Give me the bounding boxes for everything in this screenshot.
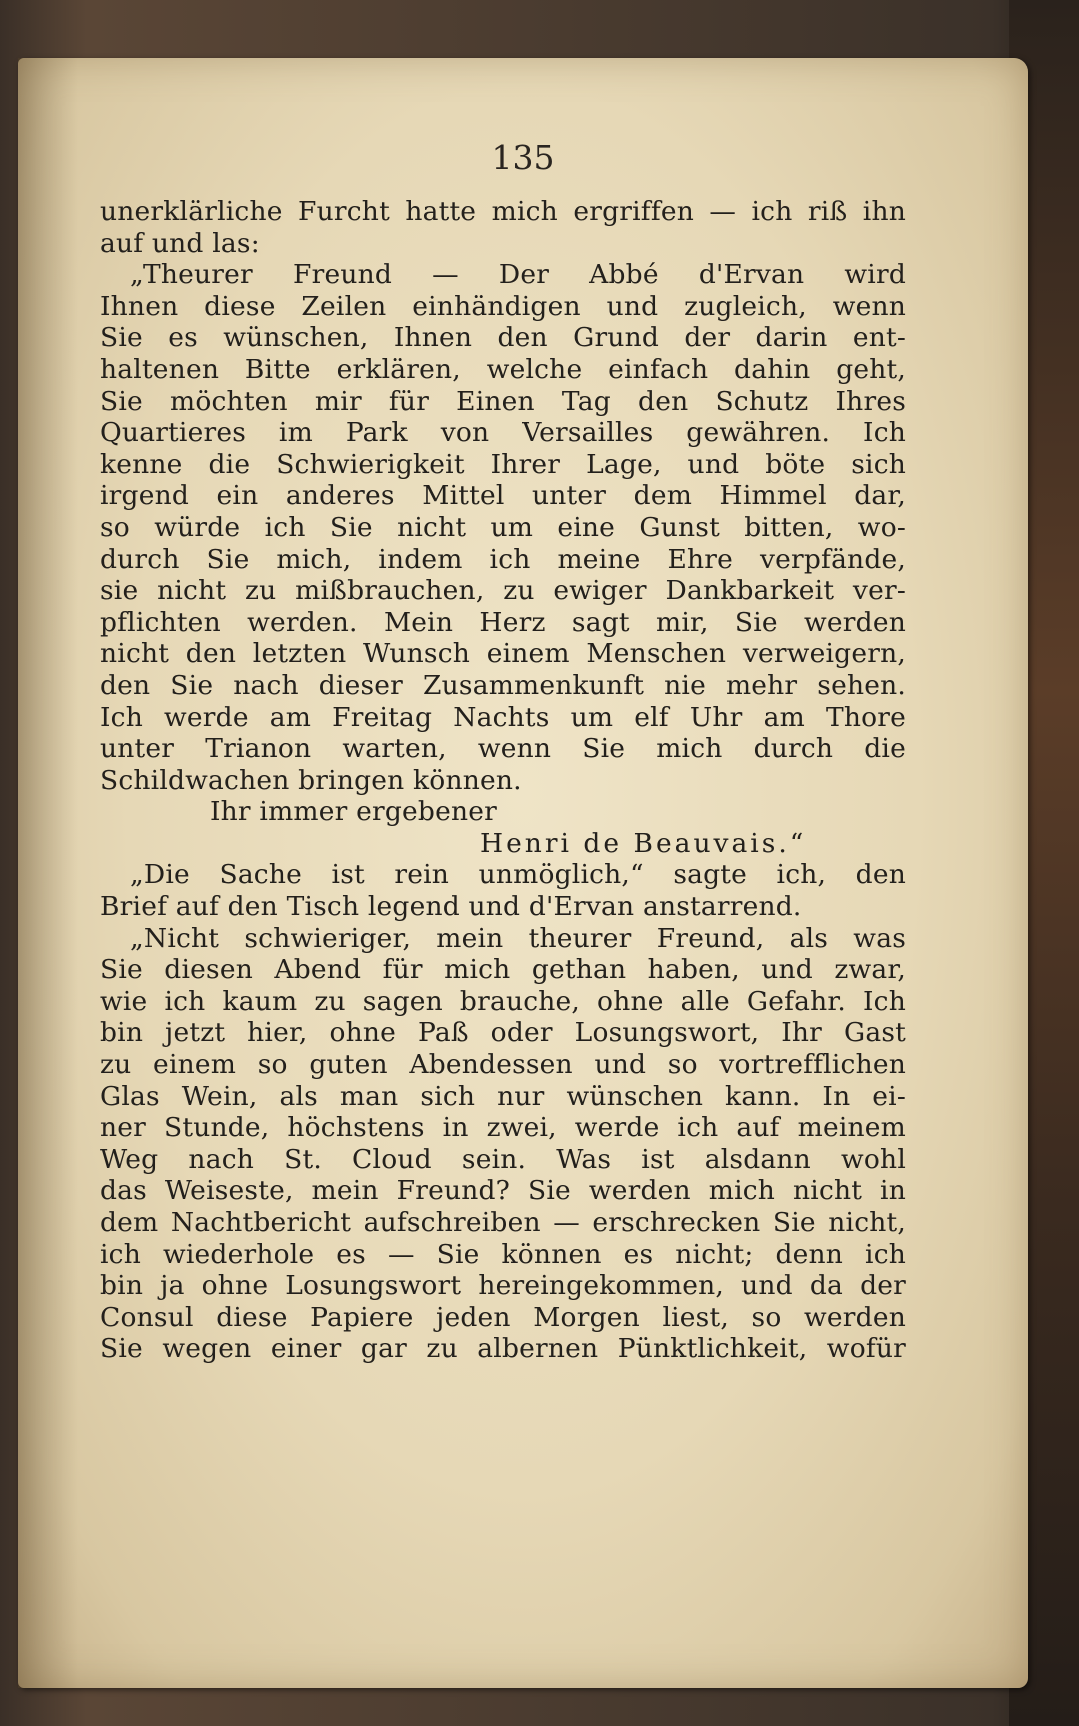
text-line: pflichten werden. Mein Herz sagt mir, Sie werden: [100, 606, 906, 638]
text-line: haltenen Bitte erklären, welche einfach dahin geht,: [100, 353, 906, 385]
text-line: „Theurer Freund — Der Abbé d'Ervan wird: [130, 259, 906, 291]
text-line: den Sie nach dieser Zusammenkunft nie mehr sehen.: [100, 669, 906, 701]
text-line: Glas Wein, als man sich nur wünschen kann. In ei-: [100, 1080, 906, 1112]
text-line: unerklärliche Furcht hatte mich ergriffen — ich riß ihn: [100, 196, 906, 227]
text-line: auf und las:: [100, 227, 260, 259]
text-line: „Die Sache ist rein unmöglich,“ sagte ich, den: [130, 859, 906, 891]
text-line: Quartieres im Park von Versailles gewähren. Ich: [100, 417, 906, 449]
text-line: ner Stunde, höchstens in zwei, werde ich auf meinem: [100, 1112, 906, 1144]
book-page: [18, 58, 1028, 1688]
text-line: zu einem so guten Abendessen und so vortrefflichen: [100, 1049, 906, 1081]
text-line: bin ja ohne Losungswort hereingekommen, und da der: [100, 1270, 906, 1302]
page-number: 135: [491, 138, 555, 177]
text-line: kenne die Schwierigkeit Ihrer Lage, und böte sich: [100, 448, 906, 480]
page-text-block: [100, 196, 906, 1365]
text-line: Brief auf den Tisch legend und d'Ervan anstarrend.: [100, 891, 802, 923]
text-line: wie ich kaum zu sagen brauche, ohne alle Gefahr. Ich: [100, 985, 906, 1017]
text-line: dem Nachtbericht aufschreiben — erschrecken Sie nicht,: [100, 1207, 906, 1238]
text-line: irgend ein anderes Mittel unter dem Himmel dar,: [100, 480, 906, 512]
text-line: sie nicht zu mißbrauchen, zu ewiger Dankbarkeit ver-: [100, 575, 906, 607]
text-line: unter Trianon warten, wenn Sie mich durch die: [100, 733, 906, 765]
page-gutter-shadow: [18, 58, 78, 1688]
text-line: Sie möchten mir für Einen Tag den Schutz Ihres: [100, 385, 906, 417]
text-line: Ihnen diese Zeilen einhändigen und zugleich, wenn: [100, 290, 906, 322]
text-line: ich wiederhole es — Sie können es nicht; denn ich: [100, 1238, 906, 1270]
text-line: Sie wegen einer gar zu albernen Pünktlichkeit, wofür: [100, 1333, 906, 1365]
text-line: nicht den letzten Wunsch einem Menschen verweigern,: [100, 638, 906, 670]
text-line: Ihr immer ergebener: [210, 796, 497, 828]
text-line: Ich werde am Freitag Nachts um elf Uhr am Thore: [100, 701, 906, 733]
text-line: Weg nach St. Cloud sein. Was ist alsdann wohl: [100, 1143, 906, 1175]
text-line: durch Sie mich, indem ich meine Ehre verpfände,: [100, 543, 906, 575]
text-line: bin jetzt hier, ohne Paß oder Losungswort, Ihr Gast: [100, 1017, 906, 1049]
text-line: das Weiseste, mein Freund? Sie werden mich nicht in: [100, 1175, 906, 1207]
text-line: Schildwachen bringen können.: [100, 764, 522, 796]
text-line: Sie diesen Abend für mich gethan haben, und zwar,: [100, 954, 906, 986]
text-line: so würde ich Sie nicht um eine Gunst bitten, wo-: [100, 511, 906, 543]
text-line: Henri de Beauvais.“: [480, 827, 807, 859]
text-line: Consul diese Papiere jeden Morgen liest, so werden: [100, 1301, 906, 1333]
text-line: Sie es wünschen, Ihnen den Grund der darin ent-: [100, 322, 906, 354]
text-line: „Nicht schwieriger, mein theurer Freund, als was: [130, 922, 906, 954]
